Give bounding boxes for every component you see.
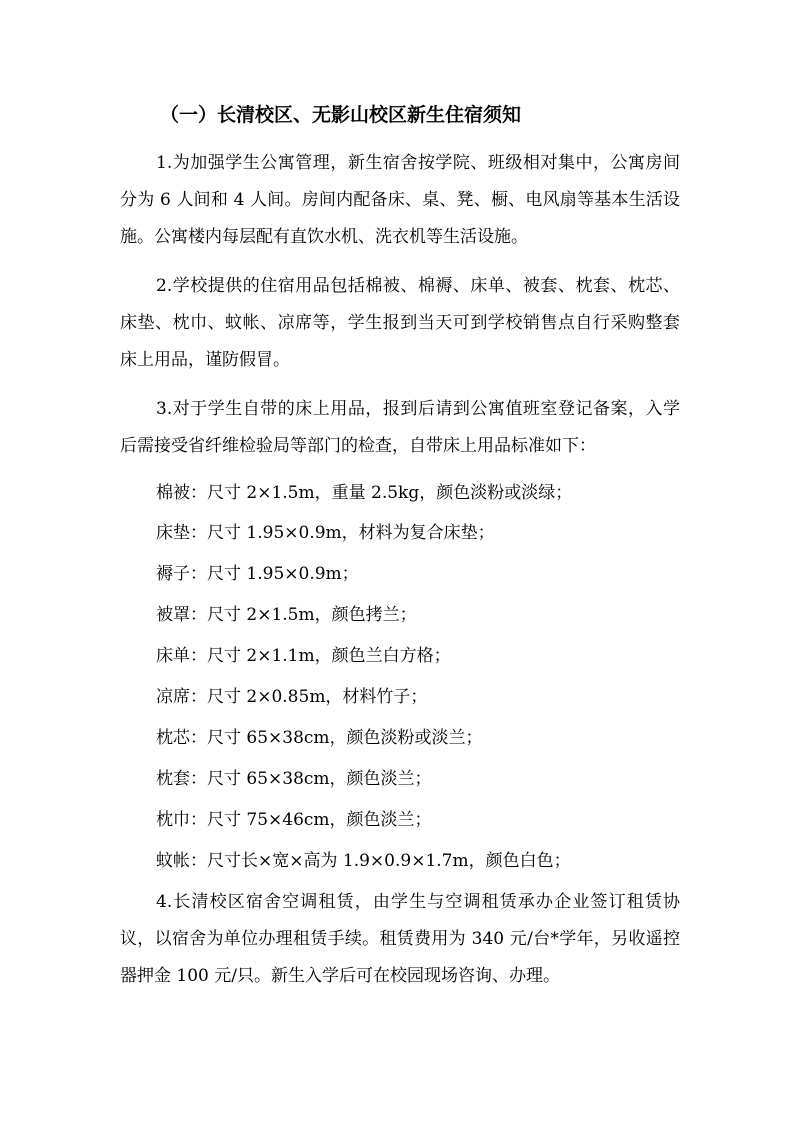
section-heading: （一）长清校区、无影山校区新生住宿须知 [160, 104, 522, 126]
bedding-item-mat-pad: 褥子：尺寸 1.95×0.9m； [156, 564, 359, 584]
paragraph-2: 2.学校提供的住宿用品包括棉被、棉褥、床单、被套、枕套、枕芯、床垫、枕巾、蚊帐、凉席等，学生报到当天可到学校销售点自行采购整套床上用品，谨防假冒。 [120, 276, 680, 370]
bedding-item-mattress: 床垫：尺寸 1.95×0.9m，材料为复合床垫； [156, 523, 495, 543]
bedding-item-pillow-core: 枕芯：尺寸 65×38cm，颜色淡粉或淡兰； [156, 728, 483, 748]
bedding-item-quilt: 棉被：尺寸 2×1.5m，重量 2.5kg，颜色淡粉或淡绿； [156, 483, 573, 503]
bedding-item-sheet: 床单：尺寸 2×1.1m，颜色兰白方格； [156, 646, 451, 666]
paragraph-1: 1.为加强学生公寓管理，新生宿舍按学院、班级相对集中，公寓房间分为 6 人间和 4 人间。房间内配备床、桌、凳、橱、电风扇等基本生活设施。公寓楼内每层配有直饮水机、洗衣机等生活设施。 [120, 153, 680, 247]
paragraph-4: 4.长清校区宿舍空调租赁，由学生与空调租赁承办企业签订租赁协议，以宿舍为单位办理租赁手续。租赁费用为 340 元/台*学年，另收遥控器押金 100 元/只。新生入学后可在校园现场咨询、办理。 [120, 892, 680, 986]
bedding-item-mosquito-net: 蚊帐：尺寸长×宽×高为 1.9×0.9×1.7m，颜色白色； [156, 851, 571, 871]
bedding-item-pillow-towel: 枕巾：尺寸 75×46cm，颜色淡兰； [156, 810, 432, 830]
bedding-item-pillowcase: 枕套：尺寸 65×38cm，颜色淡兰； [156, 769, 432, 789]
bedding-item-quilt-cover: 被罩：尺寸 2×1.5m，颜色拷兰； [156, 605, 417, 625]
bedding-item-summer-mat: 凉席：尺寸 2×0.85m，材料竹子； [156, 687, 428, 707]
paragraph-3: 3.对于学生自带的床上用品，报到后请到公寓值班室登记备案，入学后需接受省纤维检验局等部门的检查，自带床上用品标准如下： [120, 399, 680, 456]
